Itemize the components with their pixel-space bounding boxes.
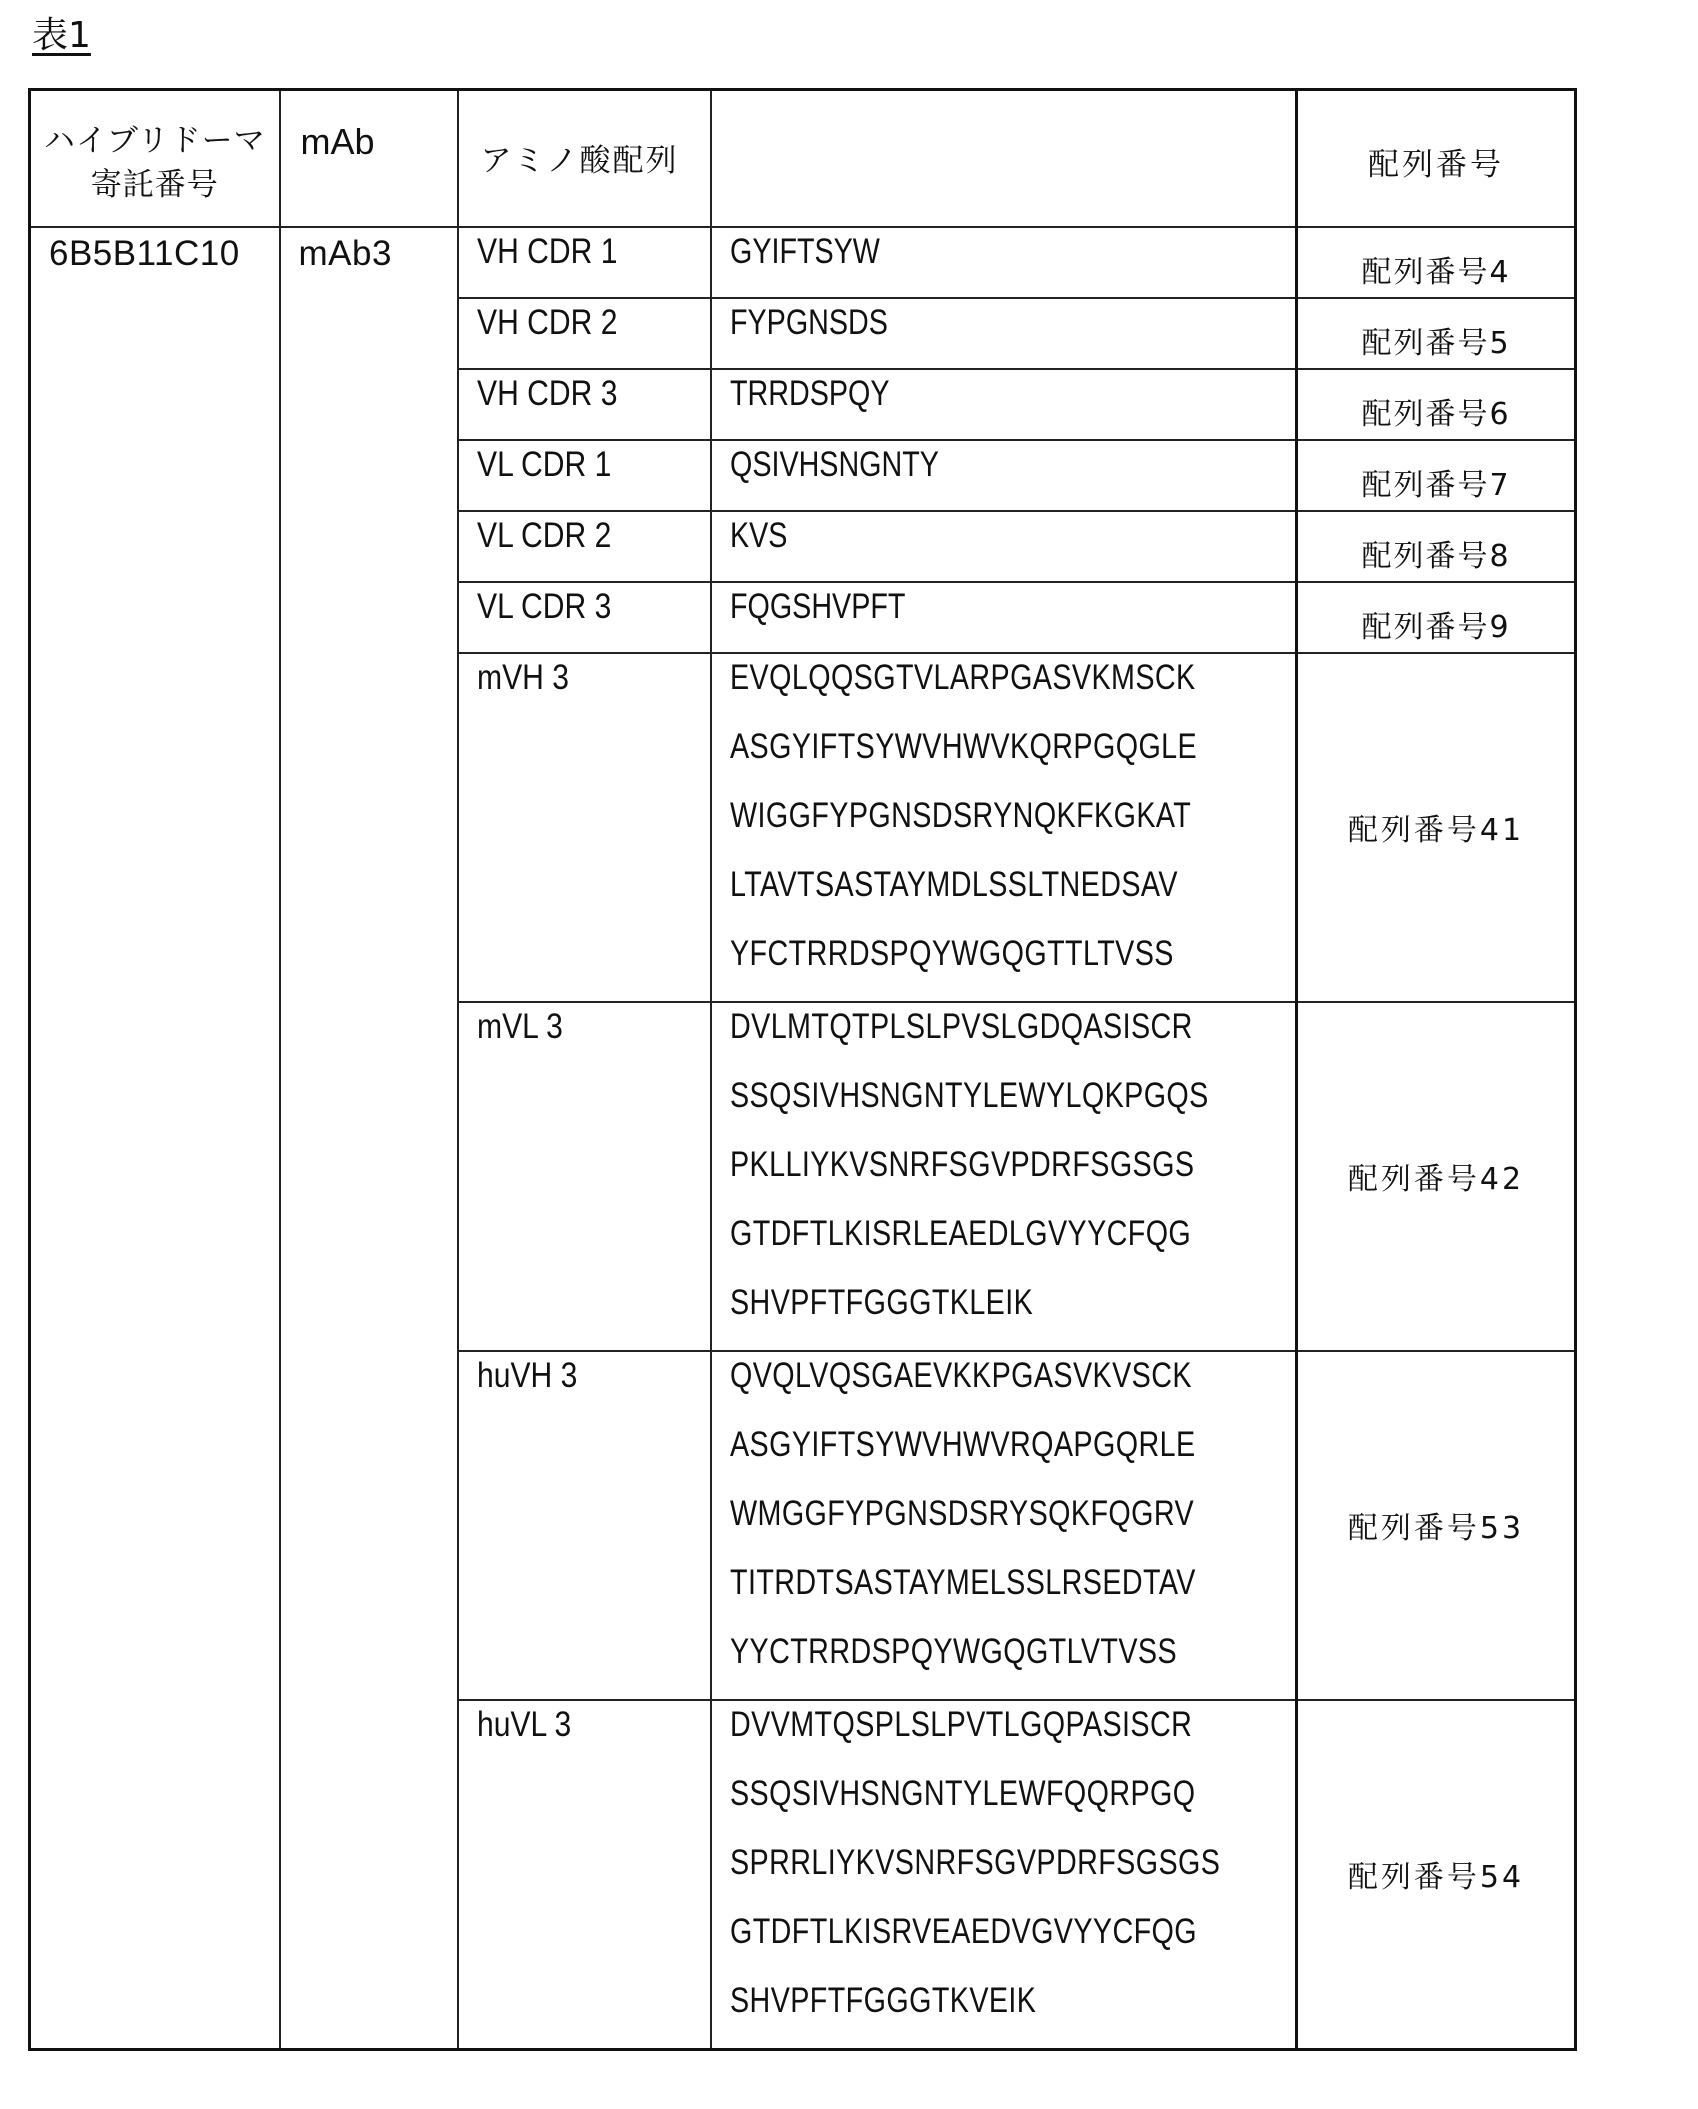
seq-id: 配列番号7	[1297, 440, 1576, 511]
mab-name: mAb3	[280, 227, 458, 2050]
header-amino-acid-sequence: アミノ酸配列	[458, 90, 711, 227]
sequence-line: GTDFTLKISRLEAEDLGVYYCFQG	[729, 1213, 1191, 1253]
region-name: huVH 3	[476, 1355, 577, 1395]
sequence-text: TRRDSPQY	[729, 373, 889, 413]
sequence-line: YYCTRRDSPQYWGQGTLVTVSS	[729, 1631, 1177, 1671]
sequence-line: EVQLQQSGTVLARPGASVKMSCK	[729, 657, 1196, 697]
seq-id: 配列番号53	[1297, 1351, 1576, 1700]
header-hybridoma-line2: 寄託番号	[90, 167, 219, 203]
seq-id: 配列番号8	[1297, 511, 1576, 582]
sequence-line: GTDFTLKISRVEAEDVGVYYCFQG	[729, 1911, 1197, 1951]
seq-id: 配列番号42	[1297, 1002, 1576, 1351]
sequence-line: LTAVTSASTAYMDLSSLTNEDSAV	[729, 864, 1178, 904]
seq-id: 配列番号41	[1297, 653, 1576, 1002]
seq-id: 配列番号4	[1297, 227, 1576, 298]
sequence-table	[28, 88, 1577, 2051]
sequence-line: ASGYIFTSYWVHWVKQRPGQGLE	[729, 726, 1197, 766]
sequence-line: SHVPFTFGGGTKLEIK	[729, 1282, 1033, 1322]
header-sequence-blank	[711, 90, 1297, 227]
region-name: VL CDR 1	[476, 444, 611, 484]
sequence-line: SHVPFTFGGGTKVEIK	[729, 1980, 1036, 2020]
sequence-line: SSQSIVHSNGNTYLEWYLQKPGQS	[729, 1075, 1209, 1115]
table-title: 表1	[32, 15, 91, 56]
region-name: VH CDR 3	[476, 373, 618, 413]
sequence-line: TITRDTSASTAYMELSSLRSEDTAV	[729, 1562, 1196, 1602]
header-row	[30, 90, 1576, 227]
header-mab: mAb	[280, 90, 458, 227]
seq-id: 配列番号9	[1297, 582, 1576, 653]
header-seq-id: 配列番号	[1297, 90, 1576, 227]
sequence-block	[730, 1703, 1296, 2048]
seq-id: 配列番号6	[1297, 369, 1576, 440]
sequence-text: QSIVHSNGNTY	[729, 444, 939, 484]
sequence-line: WMGGFYPGNSDSRYSQKFQGRV	[729, 1493, 1194, 1533]
sequence-block	[730, 656, 1296, 1001]
sequence-line: SPRRLIYKVSNRFSGVPDRFSGSGS	[729, 1842, 1220, 1882]
sequence-text: GYIFTSYW	[729, 231, 880, 271]
sequence-block	[730, 1354, 1296, 1699]
region-name: VL CDR 3	[476, 586, 611, 626]
header-hybridoma-line1: ハイブリドーマ	[43, 123, 266, 159]
region-name: VH CDR 1	[476, 231, 618, 271]
region-name: VL CDR 2	[476, 515, 611, 555]
seq-id: 配列番号5	[1297, 298, 1576, 369]
sequence-line: ASGYIFTSYWVHWVRQAPGQRLE	[729, 1424, 1196, 1464]
header-hybridoma	[30, 90, 280, 227]
sequence-text: KVS	[729, 515, 787, 555]
table-row	[30, 227, 1576, 298]
region-name: VH CDR 2	[476, 302, 618, 342]
sequence-line: YFCTRRDSPQYWGQGTTLTVSS	[729, 933, 1174, 973]
hybridoma-id: 6B5B11C10	[30, 227, 280, 2050]
sequence-text: FQGSHVPFT	[729, 586, 905, 626]
region-name: mVL 3	[476, 1006, 563, 1046]
sequence-line: PKLLIYKVSNRFSGVPDRFSGSGS	[729, 1144, 1194, 1184]
sequence-text: FYPGNSDS	[729, 302, 888, 342]
seq-id: 配列番号54	[1297, 1700, 1576, 2050]
sequence-line: DVLMTQTPLSLPVSLGDQASISCR	[729, 1006, 1193, 1046]
region-name: mVH 3	[476, 657, 569, 697]
sequence-line: QVQLVQSGAEVKKPGASVKVSCK	[729, 1355, 1192, 1395]
region-name: huVL 3	[476, 1704, 571, 1744]
sequence-line: WIGGFYPGNSDSRYNQKFKGKAT	[729, 795, 1191, 835]
sequence-block	[730, 1005, 1296, 1350]
sequence-line: SSQSIVHSNGNTYLEWFQQRPGQ	[729, 1773, 1196, 1813]
sequence-line: DVVMTQSPLSLPVTLGQPASISCR	[729, 1704, 1192, 1744]
